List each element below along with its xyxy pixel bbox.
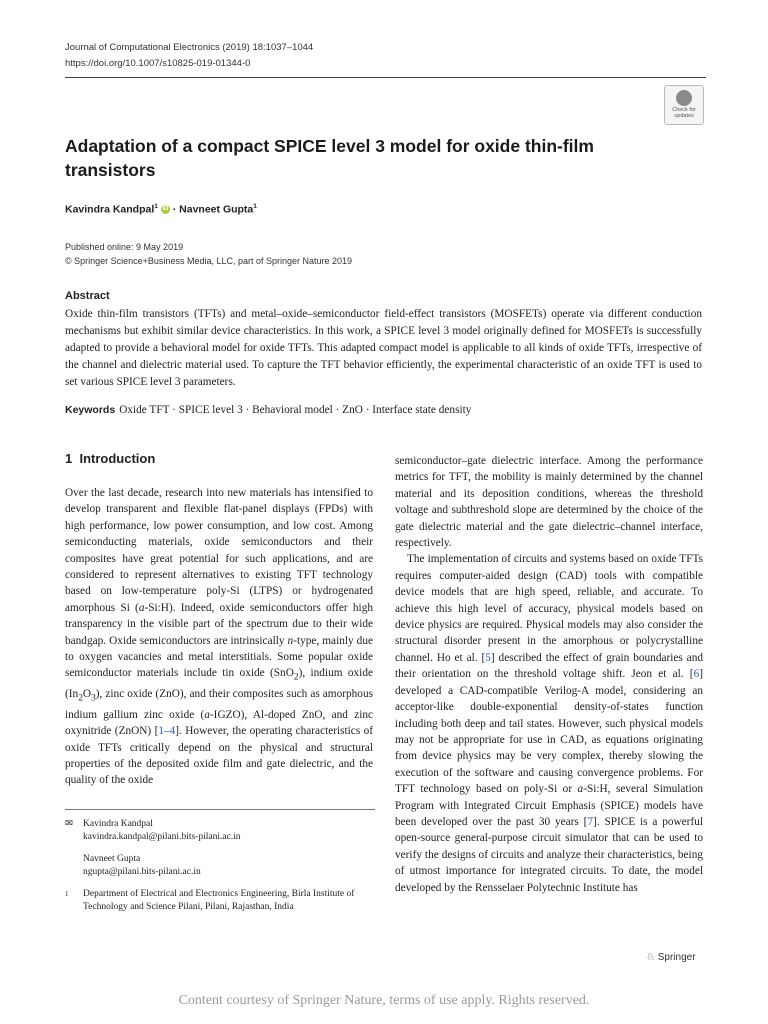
intro-paragraph-2: The implementation of circuits and systems based on oxide TFTs requires computer-aided design (CAD) tools with compatible device models that are high speed, reliable, and accurate. To achieve this high level of accuracy, physical models based on device physics are required. Physical models may also consider the structural disorder present in the amorphous or polycrystalline channel. Ho et al. [5] described the effect of grain boundaries and their orientation on the threshold voltage shift. Jeon et al. [6] developed a CAD-compatible Verilog-A model, considering an acceptor-like double-exponential density-of-states function including both deep and tail states. However, such physical models may not be appropriate for use in CAD, as equations originating from device physics may be very complex, thereby slowing the execution of the software and causing convergence problems. For TFT technology based on poly-Si or a-Si:H, several Simulation Program with Integrated Circuit Emphasis (SPICE) models have been developed over the past 30 years [7]. SPICE is a powerful open-source general-purpose circuit simulator that can be used to verify the designs of circuits and analyze their characteristics, being of utmost importance for integrated circuits. To date, the model developed by the Rensselaer Polytechnic Institute has: [395, 553, 704, 894]
orcid-icon[interactable]: iD: [162, 206, 169, 213]
mail-icon: ✉: [65, 819, 73, 829]
affiliation: [65, 888, 375, 914]
citation-link[interactable]: 1–4: [158, 725, 176, 738]
journal-header: [65, 40, 313, 72]
author-2[interactable]: Navneet Gupta: [179, 203, 254, 216]
section-title: Introduction: [79, 451, 156, 466]
author-1[interactable]: Kavindra Kandpal: [65, 203, 155, 216]
check-updates-icon: [676, 90, 692, 106]
keywords-text: Oxide TFT · SPICE level 3 · Behavioral model · ZnO · Interface state density: [119, 404, 472, 416]
abstract-text: Oxide thin-film transistors (TFTs) and metal–oxide–semiconductor field-effect transistors (MOSFETs) operate via different conduction mechanisms but exhibit similar device characteristics. In this work, a SPICE level 3 model originally defined for MOSFETs is successfully adapted to provide a behavioral model for oxide TFTs. This adapted compact model is applicable to all kinds of oxide TFTs, irrespective of the channel and dielectric material used. To capture the TFT behavior efficiently, the experimental characteristic of an oxide TFT is used to set various SPICE level 3 parameters.: [65, 308, 702, 388]
publication-info: [65, 240, 352, 268]
courtesy-notice: Content courtesy of Springer Nature, terms of use apply. Rights reserved.: [178, 993, 590, 1008]
intro-paragraph-1: Over the last decade, research into new materials has intensified to develop transparent and flexible flat-panel displays (FPDs) with high performance, low power consumption, and low cost. Among semiconducting materials, oxide semiconductors and their composites have great potential for such applications, and are considered to represent alternatives to existing TFT technology based on low-temperature poly-Si (LTPS) or hydrogenated amorphous Si (a-Si:H). Indeed, oxide semiconductors offer high transparency in the visible part of the spectrum due to their wide bandgap. Oxide semiconductors are intrinsically n-type, mainly due to oxygen vacancies and metal interstitials. Some popular oxide semiconductor materials include tin oxide (SnO$_2$), indium oxide $(In_2O_3)$, zinc oxide (ZnO), and their composites such as amorphous indium gallium zinc oxide (a-IGZO), Al-doped ZnO, and zinc oxynitride (ZnON) [1–4]. However, the operating characteristics of oxide TFTs critically depend on the physical and structural properties of the deposited oxide film and gate dielectric, and the quality of the oxide: [65, 487, 374, 787]
journal-citation: Journal of Computational Electronics (2019) 18:1037–1044: [65, 42, 314, 53]
paper-title: Adaptation of a compact SPICE level 3 model for oxide thin-film transistors: [65, 136, 594, 180]
publisher-name: Springer: [657, 952, 696, 963]
citation-link[interactable]: 6: [693, 668, 700, 681]
doi-link[interactable]: https://doi.org/10.1007/s10825-019-01344-0: [65, 58, 251, 69]
section-heading: [65, 451, 155, 466]
badge-line1: Check for: [672, 107, 696, 113]
author-list: [65, 203, 257, 216]
keywords: [65, 404, 471, 416]
keywords-label: Keywords: [65, 404, 116, 416]
author-email[interactable]: kavindra.kandpal@pilani.bits-pilani.ac.in: [83, 832, 241, 842]
intro-paragraph-continued: semiconductor–gate dielectric interface. Among the performance metrics for TFT, the mobility is mainly determined by the channel material and its deposition conditions, whereas the threshold voltage and subthreshold slope are determined by the choice of the gate dielectric material and the gate dielectric–channel interface, respectively.: [395, 455, 703, 550]
author-name: Kavindra Kandpal: [83, 819, 153, 829]
check-for-updates-badge[interactable]: [664, 85, 704, 125]
copyright: © Springer Science+Business Media, LLC, part of Springer Nature 2019: [65, 256, 353, 266]
footnote-rule: [65, 809, 375, 810]
citation-link[interactable]: 5: [485, 651, 491, 664]
affiliation-text: Department of Electrical and Electronics Engineering, Birla Institute of Technology and Science Pilani, Pilani, Rajasthan, India: [83, 889, 355, 912]
published-date: Published online: 9 May 2019: [65, 242, 184, 252]
springer-horse-icon: ♘: [646, 952, 655, 963]
author-email[interactable]: ngupta@pilani.bits-pilani.ac.in: [83, 867, 201, 877]
author-name: Navneet Gupta: [83, 854, 141, 864]
badge-line2: updates: [674, 113, 694, 119]
section-number: 1: [65, 451, 73, 466]
springer-logo: [646, 952, 696, 963]
author-2-affil: 1: [253, 203, 257, 210]
header-rule: [65, 77, 706, 78]
column-left: [65, 485, 373, 789]
citation-link[interactable]: 7: [587, 815, 594, 828]
column-right: [395, 453, 703, 896]
affiliation-mark: 1: [65, 890, 69, 898]
abstract-heading: Abstract: [65, 290, 110, 302]
author-1-affil: 1: [154, 203, 158, 210]
author-separator: ·: [169, 203, 180, 216]
corresponding-author: [65, 818, 375, 879]
